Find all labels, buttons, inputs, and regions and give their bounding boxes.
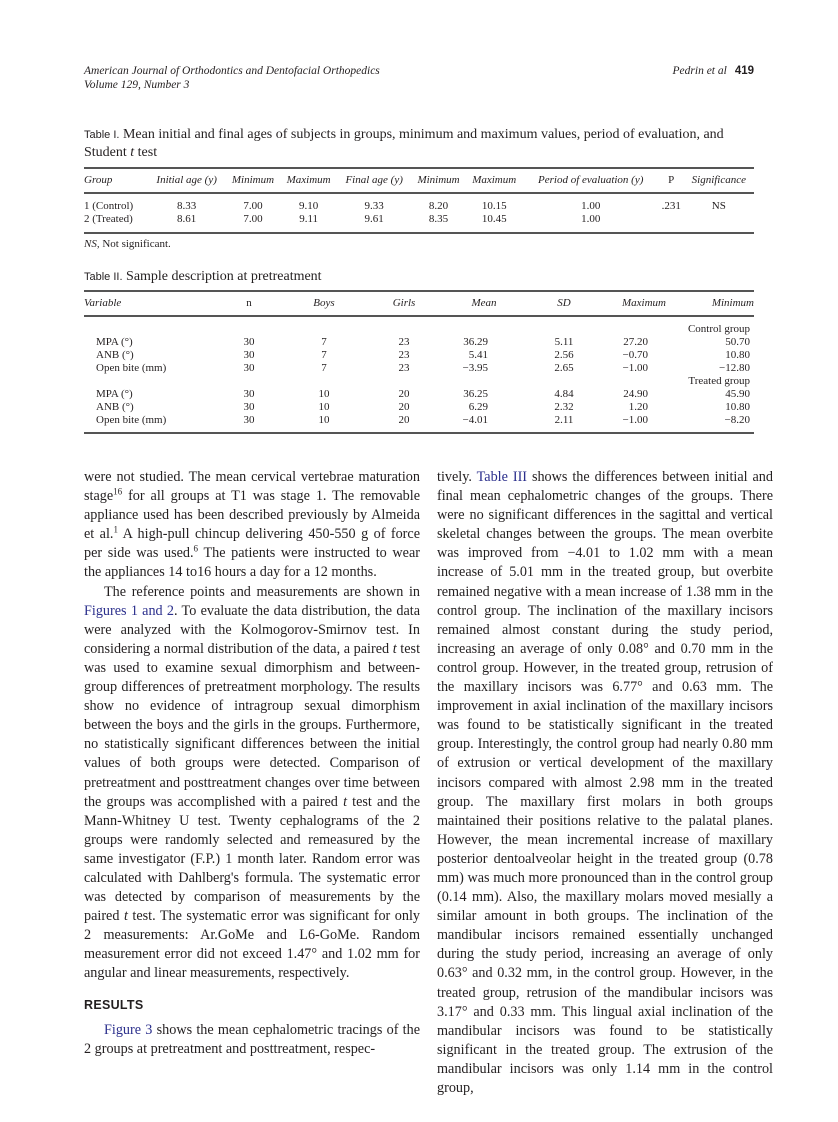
figure-link[interactable]: Figure 3	[104, 1021, 153, 1038]
table-cell: 24.90	[623, 388, 648, 400]
table-2	[84, 268, 754, 434]
table-cell	[684, 213, 754, 233]
text-run: The reference points and measurements are shown in	[104, 583, 420, 600]
table-cell: −4.01	[462, 414, 488, 426]
table-2-header-row	[84, 291, 754, 316]
table-row	[84, 401, 754, 414]
table-cell: 5.41	[468, 349, 488, 361]
footnote-abbr: NS,	[84, 238, 100, 250]
table-row	[84, 362, 754, 375]
table-cell: 4.84	[554, 388, 574, 400]
col-header: Mean	[471, 297, 497, 309]
group-label: Control group	[687, 323, 750, 335]
text-run: for all groups at T1 was stage 1. The removable appliance used has been described previously by Almeida et al.	[84, 488, 420, 543]
table-cell: 10.15	[481, 200, 507, 212]
table-cell: 7	[321, 336, 327, 348]
table-2-grid	[84, 290, 754, 434]
group-label: Treated group	[688, 375, 750, 387]
table-2-label: Table II.	[84, 271, 123, 283]
table-cell: 27.20	[623, 336, 648, 348]
group-row-treated	[84, 375, 754, 388]
table-cell: 8.61	[177, 213, 197, 225]
table-cell: 20	[398, 401, 410, 413]
table-cell: 9.61	[364, 213, 384, 225]
table-row	[84, 213, 754, 233]
table-cell: .231	[661, 200, 681, 212]
table-cell: 10	[318, 414, 330, 426]
table-cell: 36.29	[463, 336, 488, 348]
text-run: A high-pull chincup delivering 450-550 g of force per side was used.	[84, 526, 421, 562]
table-1-header-row	[84, 168, 754, 193]
table-cell: 2 (Treated)	[84, 213, 133, 225]
table-cell: 7.00	[243, 200, 263, 212]
page-number: 419	[734, 65, 754, 77]
footnote-text: Not significant.	[99, 238, 171, 250]
body-column-left	[84, 468, 420, 1059]
table-cell: 23	[398, 336, 410, 348]
running-head-right	[673, 64, 754, 78]
table-1-footnote	[84, 238, 754, 250]
table-cell: 7.00	[243, 213, 263, 225]
paragraph	[84, 468, 420, 583]
text-run: The patients were instructed to wear the appliances 14 to16 hours a day for a 12 months.	[84, 545, 420, 581]
table-cell: ANB (°)	[96, 401, 134, 413]
citation-ref[interactable]: 1	[113, 524, 118, 535]
table-cell: 10	[318, 401, 330, 413]
table-cell: 50.70	[725, 336, 750, 348]
table-2-caption-text: Sample description at pretreatment	[126, 269, 322, 284]
col-header: Initial age (y)	[156, 174, 217, 186]
table-cell: 10.45	[481, 213, 507, 225]
table-cell: 6.29	[468, 401, 488, 413]
table-cell: 30	[243, 362, 255, 374]
table-cell: 10.80	[725, 349, 750, 361]
section-heading-results: RESULTS	[84, 997, 144, 1012]
table-cell: 1.00	[581, 213, 601, 225]
table-cell: ANB (°)	[96, 349, 134, 361]
table-1-caption-text: Mean initial and final ages of subjects in groups, minimum and maximum values, period of evaluation, and Student t test	[84, 127, 724, 160]
table-row	[84, 193, 754, 213]
table-cell: −0.70	[622, 349, 648, 361]
col-header: Girls	[392, 297, 416, 309]
table-cell: 20	[398, 388, 410, 400]
table-cell: 2.11	[554, 414, 574, 426]
italic-t: t	[392, 640, 397, 657]
table-link[interactable]: Table III	[476, 469, 528, 485]
italic-t: t	[130, 145, 135, 160]
authors: Pedrin et al	[672, 65, 727, 77]
table-1-grid	[84, 167, 754, 234]
journal-volume: Volume 129, Number 3	[84, 79, 190, 91]
table-row	[84, 349, 754, 362]
table-cell: 9.11	[299, 213, 319, 225]
table-cell: 30	[243, 401, 255, 413]
col-header: n	[246, 297, 252, 309]
col-header: Maximum	[472, 174, 517, 186]
col-header: Minimum	[711, 297, 754, 309]
table-cell: Open bite (mm)	[96, 362, 167, 374]
table-cell: MPA (°)	[96, 336, 133, 348]
col-header: P	[668, 174, 675, 186]
text-run: test was used to examine sexual dimorphism and between-group differences of pretreatment morphology. The results show no evidence of intragroup sexual dimorphism between the boys and the girls in the groups. Furthermore, no statistically significant differences between the initial values of both groups were detected. Comparison of pretreatment and posttreatment changes over time between the groups was accomplished with a paired	[84, 640, 421, 810]
table-cell: Open bite (mm)	[96, 414, 167, 426]
table-cell: 10.80	[725, 401, 750, 413]
table-cell: −3.95	[462, 362, 488, 374]
italic-t: t	[123, 908, 128, 925]
table-cell: 7	[321, 349, 327, 361]
col-header: Maximum	[622, 297, 666, 309]
table-cell: 45.90	[725, 388, 750, 400]
col-header: Minimum	[417, 174, 460, 186]
table-row	[84, 388, 754, 401]
paragraph	[437, 468, 773, 1098]
col-header: Period of evaluation (y)	[538, 174, 644, 186]
table-cell: 7	[321, 362, 327, 374]
group-row-control	[84, 316, 754, 336]
text-run: shows the differences between initial and final mean cephalometric changes of the groups. There were no significant differences in the sagittal and vertical skeletal changes between the groups. The mean overbite was improved from −4.01 to 1.02 mm with a mean increase of 5.01 mm in the treated group, but overbite remained negative with a mean increase of 1.38 mm in the control group. The inclination of the maxillary incisors remained almost constant during the study period, increasing an average of only 0.08° and 0.70 mm in the control group. However, in the treated group, retrusion of the maxillary incisors was 6.77° and 0.63 mm. The improvement in axial inclination of the maxillary incisors was found to be statistically significant in the treated group. Interestingly, the control group had nearly 0.80 mm of extrusion or vertical development of the maxillary incisors compared with almost 2.98 mm in the treated group. The maxillary first molars in both groups maintained their positions relative to the palatal planes. However, the mean incremental increase of maxillary posterior dentoalveolar height in the treated group (0.78 mm) was much more pronounced than in the control group (0.14 mm). Also, the maxillary molars moved mesially a similar amount in both groups. The inclination of the mandibular incisors remained essentially unchanged during the study period, increasing an average of only 0.63° and 0.32 mm, in the control group. However, in the treated group, retrusion of the mandibular incisors was 3.17° and 0.33 mm. This lingual axial inclination of the mandibular incisors was found to be statistically significant in the treated group. The extrusion of the mandibular incisors was only 1.14 mm in the control group,	[437, 469, 773, 1096]
table-cell: 20	[398, 414, 410, 426]
table-2-caption	[84, 268, 754, 286]
citation-ref[interactable]: 16	[113, 486, 123, 497]
journal-title: American Journal of Orthodontics and Dentofacial Orthopedics	[84, 65, 380, 77]
table-cell: 10	[318, 388, 330, 400]
italic-t: t	[343, 793, 348, 810]
text-run: . To evaluate the data distribution, the data were analyzed with the Kolmogorov-Smirnov test. In considering a normal distribution of the data, a paired	[84, 602, 420, 657]
table-cell: 30	[243, 336, 255, 348]
table-1	[84, 126, 754, 250]
table-cell: −1.00	[622, 362, 648, 374]
figure-link[interactable]: Figures 1 and 2	[84, 602, 174, 619]
table-1-label: Table I.	[84, 129, 120, 141]
text-run: test. The systematic error was significant for only 2 measurements: Ar.GoMe and L6-GoMe. Random measurement error did not exceed 1.47° and 1.02 mm for angular and linear measurements, respectively.	[84, 908, 420, 982]
body-column-right	[437, 468, 773, 1098]
table-cell: 2.65	[554, 362, 574, 374]
text-run: test and the Mann-Whitney U test. Twenty cephalograms of the 2 groups were randomly selected and remeasured by the same investigator (F.P.) 1 month later. Random error was calculated with Dahlberg's formula. The systematic error was detected by comparison of measurements by the paired	[84, 793, 420, 925]
table-row	[84, 414, 754, 433]
col-header: Minimum	[231, 174, 275, 186]
col-header: Variable	[84, 297, 122, 309]
table-cell: 1.20	[628, 401, 648, 413]
citation-ref[interactable]: 6	[193, 543, 199, 554]
text-run: were not studied. The mean cervical vertebrae maturation stage	[84, 469, 420, 505]
table-cell: MPA (°)	[96, 388, 133, 400]
table-cell: −8.20	[724, 414, 750, 426]
col-header: Significance	[691, 174, 747, 186]
paragraph	[84, 583, 420, 984]
col-header: SD	[557, 297, 571, 309]
table-cell: 30	[243, 414, 255, 426]
table-cell: 9.33	[364, 200, 384, 212]
table-cell: 30	[243, 388, 255, 400]
col-header: Final age (y)	[345, 174, 403, 186]
table-cell: 1 (Control)	[84, 200, 134, 212]
table-cell: −12.80	[719, 362, 750, 374]
col-header: Group	[84, 174, 113, 186]
table-cell: 1.00	[581, 200, 601, 212]
col-header: Maximum	[286, 174, 331, 186]
paragraph	[84, 1021, 420, 1059]
table-cell: 23	[398, 349, 410, 361]
table-cell: 8.20	[428, 200, 449, 212]
running-head	[84, 64, 754, 92]
table-cell: 2.32	[554, 401, 574, 413]
table-cell: 30	[243, 349, 255, 361]
table-cell: 9.10	[299, 200, 319, 212]
table-cell: −1.00	[622, 414, 648, 426]
table-cell: 5.11	[554, 336, 574, 348]
table-1-caption	[84, 126, 754, 161]
text-run: tively.	[437, 469, 477, 485]
table-cell: 2.56	[554, 349, 574, 361]
text-run: shows the mean cephalometric tracings of the 2 groups at pretreatment and posttreatment, respec-	[84, 1021, 420, 1057]
table-cell: 23	[398, 362, 410, 374]
table-cell: 8.33	[177, 200, 197, 212]
table-cell: 36.25	[463, 388, 488, 400]
col-header: Boys	[313, 297, 335, 309]
table-row	[84, 336, 754, 349]
table-cell: 8.35	[428, 213, 449, 225]
table-cell	[659, 213, 684, 233]
table-cell: NS	[711, 200, 726, 212]
